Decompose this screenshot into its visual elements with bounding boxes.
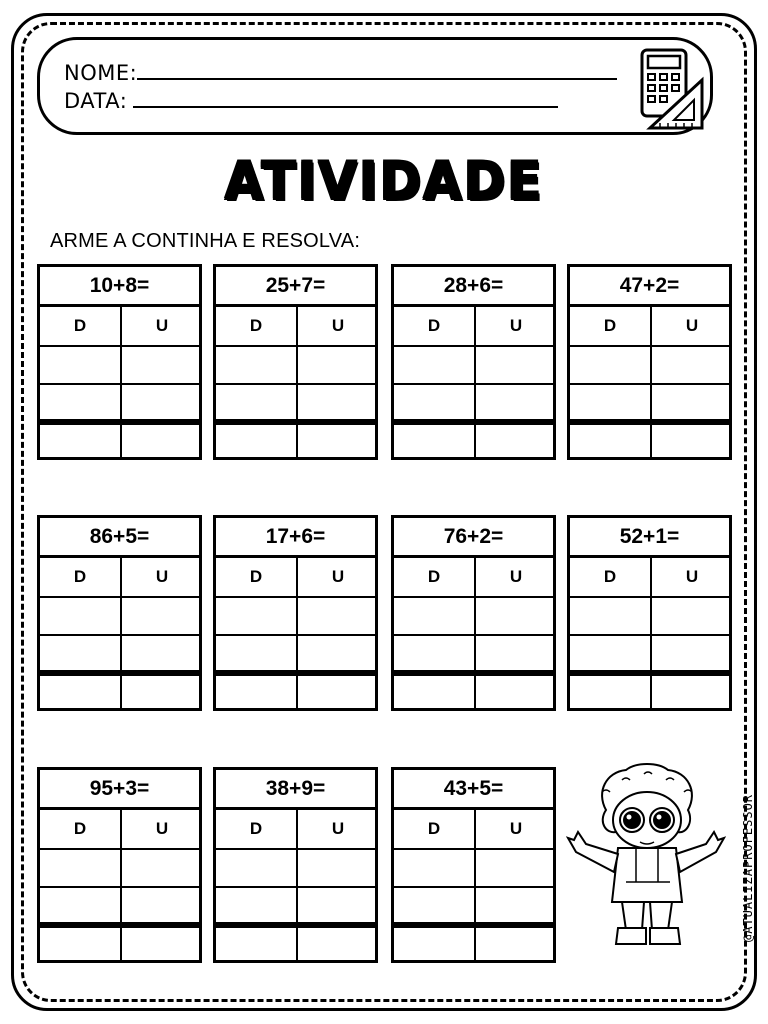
- problem-box: [213, 515, 378, 711]
- units-header: U: [155, 567, 169, 586]
- problem-expression: 10+8=: [40, 267, 199, 307]
- problem-box: [37, 515, 202, 711]
- tens-header: D: [427, 316, 441, 335]
- units-header: U: [685, 567, 699, 586]
- units-header: U: [509, 316, 523, 335]
- units-header: U: [331, 819, 345, 838]
- instruction-text: ARME A CONTINHA E RESOLVA:: [50, 230, 361, 252]
- row-line: [216, 634, 375, 636]
- row-line: [216, 848, 375, 850]
- problem-expression: 38+9=: [216, 770, 375, 810]
- row-line: [40, 345, 199, 347]
- row-line: [40, 848, 199, 850]
- sum-line: [570, 670, 729, 676]
- tens-header: D: [73, 819, 87, 838]
- name-line: [64, 60, 617, 85]
- calculator-ruler-icon: [640, 48, 704, 130]
- problem-box: [391, 767, 556, 963]
- problem-box: [567, 264, 732, 460]
- row-line: [570, 345, 729, 347]
- problem-box: [391, 515, 556, 711]
- row-line: [394, 596, 553, 598]
- problem-box: [37, 767, 202, 963]
- sum-line: [216, 670, 375, 676]
- sum-line: [40, 922, 199, 928]
- row-line: [394, 886, 553, 888]
- units-header: U: [331, 567, 345, 586]
- units-header: U: [685, 316, 699, 335]
- row-line: [570, 596, 729, 598]
- row-line: [394, 848, 553, 850]
- row-line: [40, 886, 199, 888]
- problem-expression: 47+2=: [570, 267, 729, 307]
- row-line: [216, 345, 375, 347]
- sum-line: [40, 670, 199, 676]
- problem-expression: 25+7=: [216, 267, 375, 307]
- units-header: U: [155, 819, 169, 838]
- problem-expression: 76+2=: [394, 518, 553, 558]
- units-header: U: [509, 567, 523, 586]
- problem-expression: 95+3=: [40, 770, 199, 810]
- worksheet-title: ATIVIDADE: [224, 150, 544, 212]
- row-line: [394, 345, 553, 347]
- tens-header: D: [249, 567, 263, 586]
- problem-expression: 43+5=: [394, 770, 553, 810]
- sum-line: [570, 419, 729, 425]
- sum-line: [394, 670, 553, 676]
- tens-header: D: [603, 316, 617, 335]
- problem-expression: 52+1=: [570, 518, 729, 558]
- watermark-text: @ATUALIZAPROFESSOR: [741, 793, 755, 943]
- sum-line: [216, 419, 375, 425]
- problem-box: [213, 264, 378, 460]
- tens-header: D: [73, 567, 87, 586]
- doll-illustration: [566, 762, 726, 952]
- row-line: [570, 383, 729, 385]
- tens-header: D: [73, 316, 87, 335]
- tens-header: D: [427, 819, 441, 838]
- problem-expression: 17+6=: [216, 518, 375, 558]
- problem-expression: 28+6=: [394, 267, 553, 307]
- row-line: [216, 596, 375, 598]
- row-line: [40, 634, 199, 636]
- row-line: [216, 383, 375, 385]
- date-line: [64, 88, 558, 113]
- date-label: DATA:: [64, 89, 128, 113]
- row-line: [216, 886, 375, 888]
- problem-box: [391, 264, 556, 460]
- sum-line: [40, 419, 199, 425]
- row-line: [394, 383, 553, 385]
- sum-line: [394, 922, 553, 928]
- units-header: U: [155, 316, 169, 335]
- row-line: [40, 383, 199, 385]
- tens-header: D: [603, 567, 617, 586]
- row-line: [40, 596, 199, 598]
- sum-line: [394, 419, 553, 425]
- units-header: U: [509, 819, 523, 838]
- row-line: [570, 634, 729, 636]
- tens-header: D: [249, 316, 263, 335]
- name-field[interactable]: [137, 60, 617, 80]
- problem-box: [567, 515, 732, 711]
- student-info-header: [37, 37, 713, 135]
- name-label: NOME:: [64, 61, 138, 85]
- problem-box: [213, 767, 378, 963]
- tens-header: D: [427, 567, 441, 586]
- tens-header: D: [249, 819, 263, 838]
- row-line: [394, 634, 553, 636]
- problem-expression: 86+5=: [40, 518, 199, 558]
- sum-line: [216, 922, 375, 928]
- date-field[interactable]: [133, 88, 558, 108]
- units-header: U: [331, 316, 345, 335]
- problem-box: [37, 264, 202, 460]
